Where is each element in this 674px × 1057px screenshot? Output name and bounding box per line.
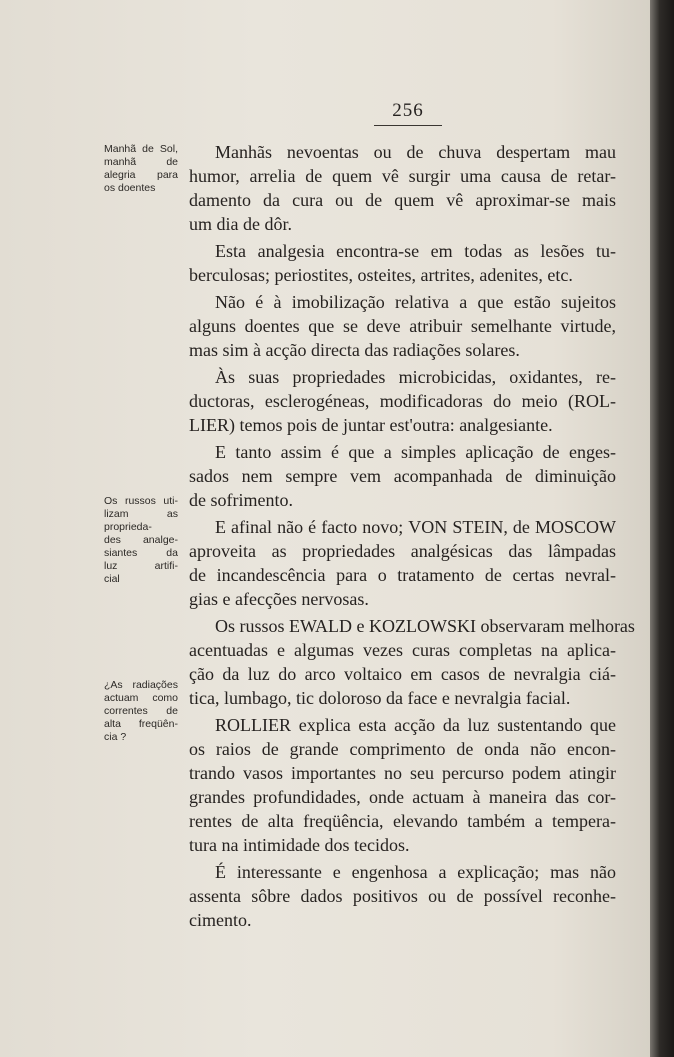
author-name: KOZLOWSKI: [369, 616, 476, 636]
text-line: [189, 614, 635, 638]
text-line: [189, 713, 616, 737]
text-line: É interessante e engenhosa a explicação; mas não: [215, 862, 616, 882]
text-line: um dia de dôr.: [189, 214, 292, 234]
text-run: ductoras, esclerogéneas, modificadoras do meio (: [189, 391, 574, 411]
text-run: E afinal não é facto novo;: [215, 517, 409, 537]
sidenote-line: ¿As radiações: [104, 679, 178, 691]
text-line: gias e afecções nervosas.: [189, 589, 369, 609]
text-run: explica esta acção da luz sustentando que: [291, 715, 616, 735]
sidenote-morning-sun: [104, 143, 178, 195]
sidenote-line: cia ?: [104, 731, 127, 743]
paragraph: [189, 713, 616, 857]
place-name: MOSCOW: [534, 517, 616, 537]
paragraph: [189, 290, 616, 362]
text-line: sados nem sempre vem acompanhada de diminuição: [189, 466, 616, 486]
text-line: Manhãs nevoentas ou de chuva despertam mau: [215, 142, 616, 162]
text-line: [189, 413, 616, 437]
text-run: Os russos: [215, 616, 290, 636]
sidenote-line: siantes da: [104, 547, 178, 559]
paragraph: [189, 365, 616, 437]
text-line: grandes profundidades, onde actuam à maneira das cor-: [189, 787, 616, 807]
sidenote-line: actuam como: [104, 692, 178, 704]
text-line: ção da luz do arco voltaico em casos de nevralgia ciá-: [189, 664, 616, 684]
text-line: rentes de alta freqüência, elevando também a tempera-: [189, 811, 616, 831]
text-line: Não é à imobilização relativa a que estão sujeitos: [215, 292, 616, 312]
sidenote-line: manhã de: [104, 156, 178, 168]
text-line: humor, arrelia de quem vê surgir uma causa de retar-: [189, 166, 616, 186]
sidenote-line: cial: [104, 573, 120, 585]
author-name: EWALD: [289, 616, 352, 636]
sidenote-line: correntes de: [104, 705, 178, 717]
sidenote-line: alta freqüên-: [104, 718, 178, 730]
book-spine-shadow: [650, 0, 674, 1057]
text-line: de sofrimento.: [189, 490, 293, 510]
paragraph: [189, 860, 616, 932]
author-name: ROL-: [574, 391, 616, 411]
sidenote-line: os doentes: [104, 182, 156, 194]
author-name: ROLLIER: [215, 715, 291, 735]
text-line: Às suas propriedades microbicidas, oxidantes, re-: [215, 367, 616, 387]
sidenote-russians: [104, 495, 178, 586]
text-line: E tanto assim é que a simples aplicação de enges-: [215, 442, 616, 462]
text-line: os raios de grande comprimento de onda não encon-: [189, 739, 616, 759]
text-line: Esta analgesia encontra-se em todas as lesões tu-: [215, 241, 616, 261]
paragraph: [189, 515, 616, 611]
body-text: [189, 140, 635, 935]
sidenote-line: alegria para: [104, 169, 178, 181]
text-run: e: [352, 616, 369, 636]
text-line: tura na intimidade dos tecidos.: [189, 835, 410, 855]
sidenote-radiations: [104, 679, 178, 744]
sidenote-line: Manhã de Sol,: [104, 143, 178, 155]
paragraph: [189, 239, 616, 287]
sidenote-line: lizam as: [104, 508, 178, 520]
text-line: cimento.: [189, 910, 252, 930]
sidenote-line: des analge-: [104, 534, 178, 546]
sidenote-line: proprieda-: [104, 521, 152, 533]
text-run: observaram melhoras: [475, 616, 635, 636]
paragraph: [189, 614, 635, 710]
text-line: [189, 515, 616, 539]
sidenote-line: Os russos uti-: [104, 495, 178, 507]
text-line: berculosas; periostites, osteites, artrites, adenites, etc.: [189, 265, 573, 285]
text-run: , de: [503, 517, 535, 537]
sidenote-line: luz artifi-: [104, 560, 178, 572]
paragraph: [189, 440, 616, 512]
page-number: 256: [392, 100, 424, 121]
text-line: [189, 389, 616, 413]
text-line: mas sim à acção directa das radiações solares.: [189, 340, 520, 360]
text-line: damento da cura ou de quem vê aproximar-se mais: [189, 190, 616, 210]
author-name: LIER: [189, 415, 229, 435]
text-line: alguns doentes que se deve atribuir semelhante virtude,: [189, 316, 616, 336]
text-line: trando vasos importantes no seu percurso podem atingir: [189, 763, 616, 783]
page-number-rule: [374, 125, 442, 126]
text-line: acentuadas e algumas vezes curas completas na aplica-: [189, 640, 616, 660]
author-name: VON STEIN: [408, 517, 504, 537]
text-line: assenta sôbre dados positivos ou de possível reconhe-: [189, 886, 616, 906]
text-line: aproveita as propriedades analgésicas das lâmpadas: [189, 541, 616, 561]
paragraph: [189, 140, 616, 236]
text-line: tica, lumbago, tic doloroso da face e nevralgia facial.: [189, 688, 571, 708]
text-line: de incandescência para o tratamento de certas nevral-: [189, 565, 616, 585]
text-run: ) temos pois de juntar est'outra: analgesiante.: [229, 415, 553, 435]
